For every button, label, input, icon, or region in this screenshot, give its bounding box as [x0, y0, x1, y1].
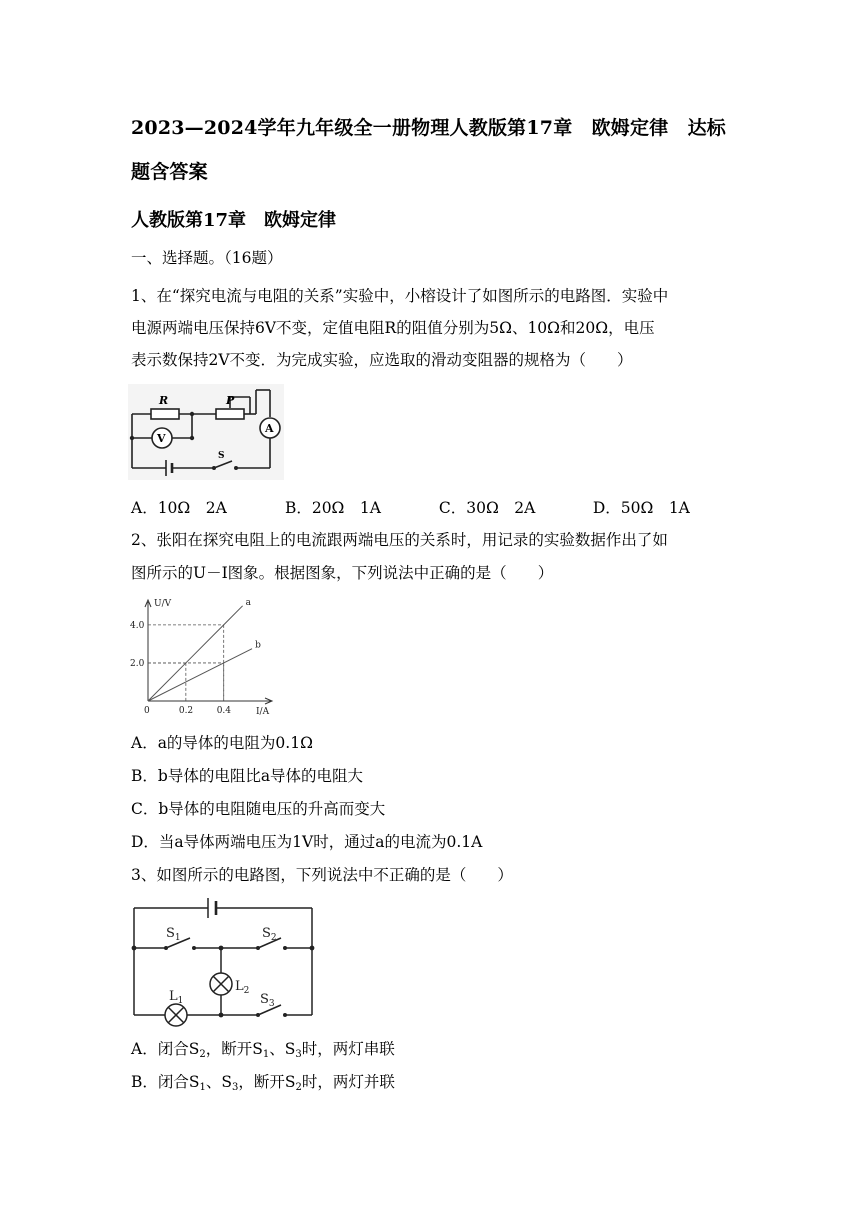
label-p: P — [226, 394, 235, 407]
q1-text-line-1: 1、在“探究电流与电阻的关系”实验中，小榕设计了如图所示的电路图．实验中 — [131, 287, 669, 305]
title-line-1: 2023—2024学年九年级全一册物理人教版第17章 欧姆定律 达标 — [131, 117, 727, 139]
q2-option-a[interactable]: A．a的导体的电阻为0.1Ω — [131, 734, 313, 752]
label-s2: $S_2$ — [262, 926, 277, 943]
q3-option-b[interactable]: B．闭合$S_1$、$S_3$，断开$S_2$时，两灯并联 — [131, 1073, 395, 1093]
y-tick-label-0: 2.0 — [130, 658, 145, 669]
q2-option-c[interactable]: C．b导体的电阻随电压的升高而变大 — [131, 800, 386, 818]
label-s: S — [218, 451, 225, 461]
title-line-2: 题含答案 — [131, 161, 208, 183]
q3-option-a[interactable]: A．闭合$S_2$，断开$S_1$、$S_3$时，两灯串联 — [131, 1040, 395, 1060]
q1-circuit-diagram — [128, 384, 284, 480]
series-label-a: a — [245, 597, 251, 608]
q1-text-line-3: 表示数保持2V不变．为完成实验，应选取的滑动变阻器的规格为（ ） — [131, 351, 633, 369]
q1-options — [131, 496, 690, 518]
section-heading: 人教版第17章 欧姆定律 — [131, 210, 337, 231]
q1-option-b[interactable]: B．20Ω 1A — [284, 499, 381, 517]
label-l2: $L_2$ — [235, 979, 250, 996]
x-tick-label-1: 0.2 — [178, 706, 194, 716]
q1-option-a[interactable]: A．10Ω 2A — [131, 499, 227, 517]
q2-text-line-2: 图所示的U－I图象。根据图象，下列说法中正确的是（ ） — [131, 564, 554, 582]
label-s3: $S_3$ — [260, 992, 275, 1009]
q3-text-line-1: 3、如图所示的电路图，下列说法中不正确的是（ ） — [131, 866, 513, 884]
y-tick-label-1: 4.0 — [130, 620, 145, 631]
x-axis-label: I/A — [256, 707, 270, 717]
q2-text-line-1: 2、张阳在探究电阻上的电流跟两端电压的关系时，用记录的实验数据作出了如 — [131, 531, 668, 549]
q1-text-line-2: 电源两端电压保持6V不变，定值电阻R的阻值分别为5Ω、10Ω和20Ω，电压 — [131, 319, 655, 337]
rheostat-p — [216, 409, 244, 419]
resistor-r — [151, 409, 179, 419]
series-label-b: b — [255, 640, 261, 651]
label-a: A — [265, 422, 274, 435]
series-line-a — [148, 606, 243, 701]
label-v: V — [157, 432, 166, 445]
y-axis-label: U/V — [154, 599, 172, 609]
x-tick-label-2: 0.4 — [216, 706, 232, 716]
document-title — [131, 106, 741, 194]
q3-circuit-diagram — [128, 893, 318, 1031]
q1-option-c[interactable]: C．30Ω 2A — [438, 499, 536, 517]
q1-option-d[interactable]: D．50Ω 1A — [592, 499, 690, 517]
q2-option-d[interactable]: D．当a导体两端电压为1V时，通过a的电流为0.1A — [131, 833, 483, 851]
q2-option-b[interactable]: B．b导体的电阻比a导体的电阻大 — [131, 767, 364, 785]
label-r: R — [159, 394, 169, 407]
label-l1: $L_1$ — [169, 989, 184, 1006]
label-s1: $S_1$ — [166, 926, 181, 943]
part-heading: 一、选择题。（16题） — [131, 249, 283, 267]
series-line-b — [148, 649, 252, 701]
q2-ui-graph — [128, 592, 278, 720]
x-tick-label-0: 0 — [144, 706, 150, 716]
